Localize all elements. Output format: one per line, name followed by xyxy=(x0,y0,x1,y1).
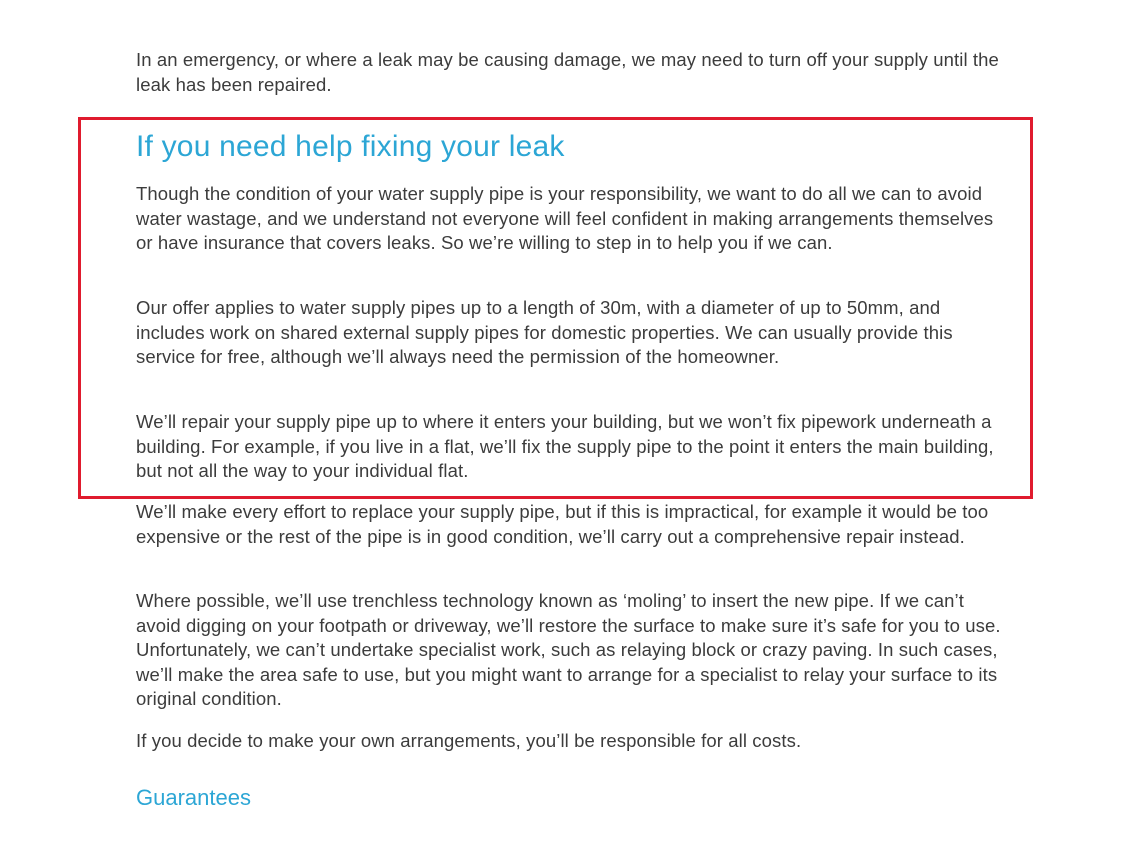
guarantees-heading: Guarantees xyxy=(136,785,251,810)
help-heading: If you need help fixing your leak xyxy=(136,130,565,163)
help-paragraph-1: Though the condition of your water supply pipe is your responsibility, we want to do all we can to avoid water wastage, and we understand not everyone will feel confident in making arrangements themselves or have insurance that covers leaks. So we’re willing to step in to help you if we can. xyxy=(136,183,994,254)
help-paragraph-2: Our offer applies to water supply pipes up to a length of 30m, with a diameter of up to 50mm, and includes work on shared external supply pipes for domestic properties. We can usually provide this service for free, although we’ll always need the permission of the homeowner. xyxy=(136,297,953,368)
emergency-paragraph: In an emergency, or where a leak may be causing damage, we may need to turn off your supply until the leak has been repaired. xyxy=(136,49,999,95)
moling-paragraph: Where possible, we’ll use trenchless technology known as ‘moling’ to insert the new pipe. If we can’t avoid digging on your footpath or driveway, we’ll restore the surface to make sure it’s safe for you to use. Unfortunately, we can’t undertake specialist work, such as relaying block or crazy paving. In such cases, we’ll make the area safe to use, but you might want to arrange for a specialist to relay your surface to its original condition. xyxy=(136,590,1001,710)
own-arrangements-paragraph: If you decide to make your own arrangements, you’ll be responsible for all costs. xyxy=(136,730,802,751)
replace-paragraph: We’ll make every effort to replace your supply pipe, but if this is impractical, for example it would be too expensive or the rest of the pipe is in good condition, we’ll carry out a comprehensive repair instead. xyxy=(136,501,989,547)
help-paragraph-3: We’ll repair your supply pipe up to where it enters your building, but we won’t fix pipework underneath a building. For example, if you live in a flat, we’ll fix the supply pipe to the point it enters the main building, but not all the way to your individual flat. xyxy=(136,411,994,482)
cut-off-paragraph xyxy=(136,0,1006,3)
